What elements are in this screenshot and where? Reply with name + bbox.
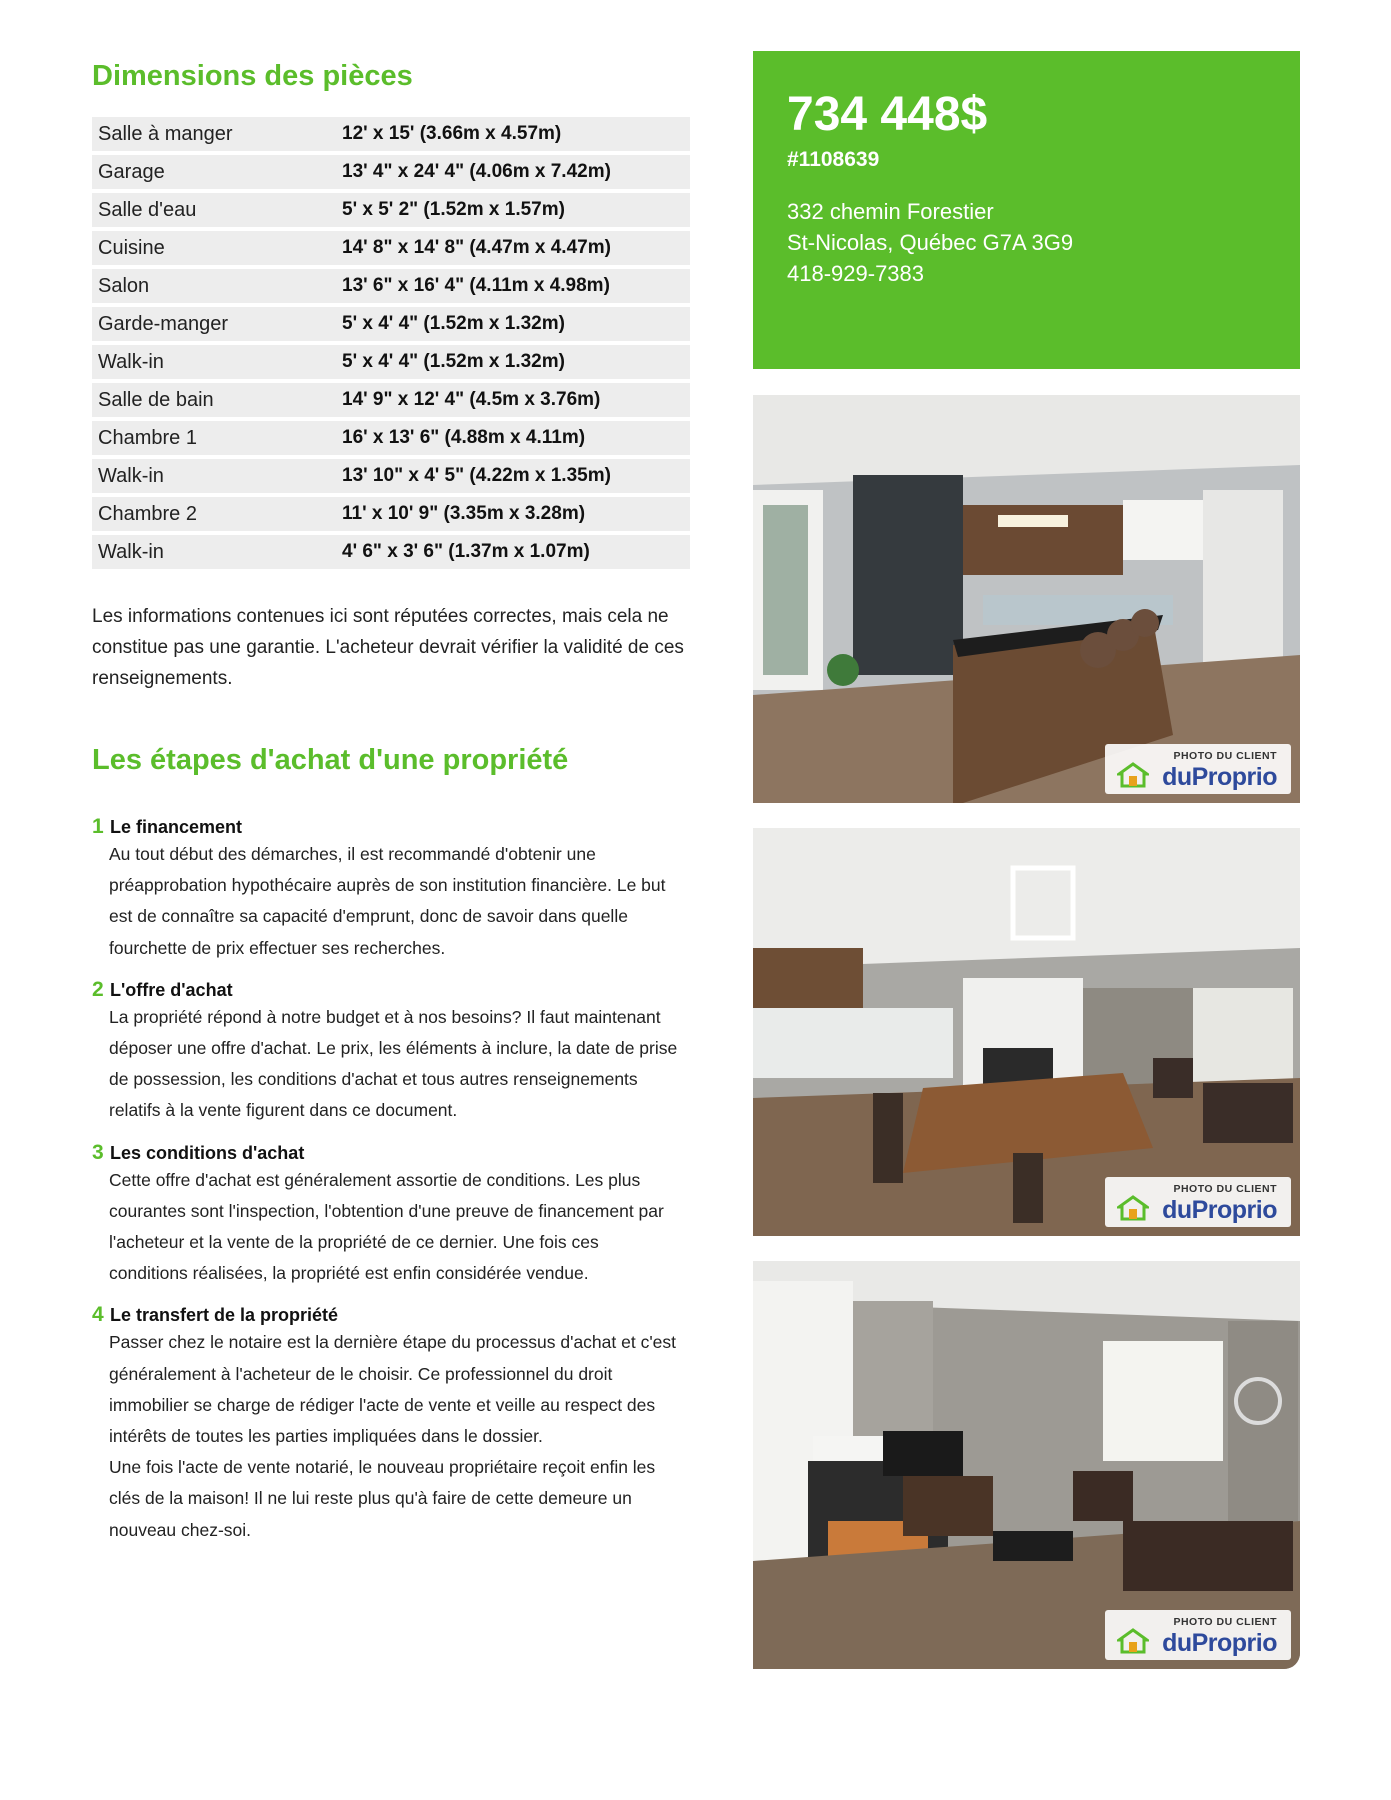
photo-kitchen [753,395,1300,803]
room-size: 16' x 13' 6" (4.88m x 4.11m) [342,427,586,448]
room-name: Salle à manger [98,122,233,145]
room-size: 13' 6" x 16' 4" (4.11m x 4.98m) [342,275,610,296]
watermark-caption: PHOTO DU CLIENT [1173,1183,1277,1195]
watermark-brand: duProprio [1162,1629,1277,1657]
duproprio-watermark [1105,1177,1291,1227]
dimensions-title: Dimensions des pièces [92,60,413,92]
table-row [92,269,690,303]
step-number: 1 [92,815,104,838]
disclaimer-text: Les informations contenues ici sont réputées correctes, mais cela ne constitue pas une garantie. L'acheteur devrait vérifier la validité de ces renseignements. [92,606,684,689]
listing-phone: 418-929-7383 [787,261,925,286]
house-logo-icon [1117,1195,1149,1221]
watermark-caption: PHOTO DU CLIENT [1173,750,1277,762]
table-row [92,421,690,455]
listing-id: #1108639 [787,148,880,171]
steps-title: Les étapes d'achat d'une propriété [92,744,569,776]
watermark-caption: PHOTO DU CLIENT [1173,1616,1277,1628]
room-name: Garde-manger [98,312,229,335]
room-size: 5' x 4' 4" (1.52m x 1.32m) [342,351,565,372]
room-size: 14' 8" x 14' 8" (4.47m x 4.47m) [342,237,611,258]
watermark-brand: duProprio [1162,1196,1277,1224]
step-1 [92,815,692,964]
step-title: Les conditions d'achat [110,1142,305,1163]
duproprio-watermark [1105,744,1291,794]
house-logo-icon [1117,1628,1149,1654]
room-name: Garage [98,160,165,183]
listing-address [787,196,1266,289]
address-city: St-Nicolas, Québec G7A 3G9 [787,230,1074,255]
table-row [92,155,690,189]
step-title: Le financement [110,817,243,837]
table-row [92,535,690,569]
table-row [92,193,690,227]
step-text: Cette offre d'achat est généralement assortie de conditions. Les plus courantes sont l'inspection, l'obtention d'une preuve de financement par l'acheteur et la vente de la propriété de ce dernier. Une fois ces conditions réalisées, la propriété est enfin considérée vendue. [109,1169,664,1284]
step-2 [92,978,692,1127]
step-text-continued: Une fois l'acte de vente notarié, le nouveau propriétaire reçoit enfin les clés de la maison! Il ne lui reste plus qu'à faire de cette demeure un nouveau chez-soi. [109,1457,656,1540]
room-name: Salon [98,274,150,297]
room-size: 13' 10" x 4' 5" (4.22m x 1.35m) [342,465,611,486]
room-size: 13' 4" x 24' 4" (4.06m x 7.42m) [342,161,611,182]
step-title: L'offre d'achat [110,979,233,1000]
room-size: 11' x 10' 9" (3.35m x 3.28m) [342,503,586,524]
duproprio-watermark [1105,1610,1291,1660]
step-text: Passer chez le notaire est la dernière étape du processus d'achat et c'est généralement à l'acheteur de le choisir. Ce professionnel du droit immobilier se charge de rédiger l'acte de vente et veille au respect des intérêts de toutes les parties impliquées dans le dossier. [109,1332,677,1447]
step-text: Au tout début des démarches, il est recommandé d'obtenir une préapprobation hypothécaire auprès de son institution financière. Le but est de connaître sa capacité d'emprunt, donc de savoir dans quelle fourchette de prix effectuer ses recherches. [109,844,666,958]
table-row [92,307,690,341]
room-name: Salle d'eau [98,198,197,221]
room-name: Walk-in [98,350,164,373]
room-size: 14' 9" x 12' 4" (4.5m x 3.76m) [342,389,601,410]
step-number: 3 [92,1140,104,1164]
room-name: Chambre 2 [98,502,197,525]
step-title: Le transfert de la propriété [110,1305,339,1326]
house-logo-icon [1117,762,1149,788]
photo-dining-room [753,828,1300,1236]
watermark-brand: duProprio [1162,763,1277,791]
table-row [92,231,690,265]
room-size: 5' x 4' 4" (1.52m x 1.32m) [342,313,565,334]
photo-living-room [753,1261,1300,1669]
room-name: Walk-in [98,464,164,487]
room-name: Chambre 1 [98,426,197,449]
step-3 [92,1141,692,1290]
table-row [92,345,690,379]
address-street: 332 chemin Forestier [787,199,994,224]
room-name: Salle de bain [98,388,214,411]
room-name: Walk-in [98,540,164,563]
step-4 [92,1303,692,1545]
listing-price: 734 448$ [787,88,988,141]
step-text: La propriété répond à notre budget et à nos besoins? Il faut maintenant déposer une offre d'achat. Le prix, les éléments à inclure, la date de prise de possession, les conditions d'achat et tous autres renseignements relatifs à la vente figurent dans ce document. [109,1006,678,1121]
room-size: 12' x 15' (3.66m x 4.57m) [342,123,562,144]
room-name: Cuisine [98,236,165,259]
left-column [92,60,692,1560]
table-row [92,497,690,531]
room-size: 5' x 5' 2" (1.52m x 1.57m) [342,199,565,220]
steps-list [92,815,692,1546]
step-number: 2 [92,977,104,1001]
step-number: 4 [92,1303,104,1327]
table-row [92,383,690,417]
room-size: 4' 6" x 3' 6" (1.37m x 1.07m) [342,541,590,562]
table-row [92,459,690,493]
dimensions-table [92,113,690,573]
listing-summary-box [753,51,1300,369]
table-row [92,117,690,151]
